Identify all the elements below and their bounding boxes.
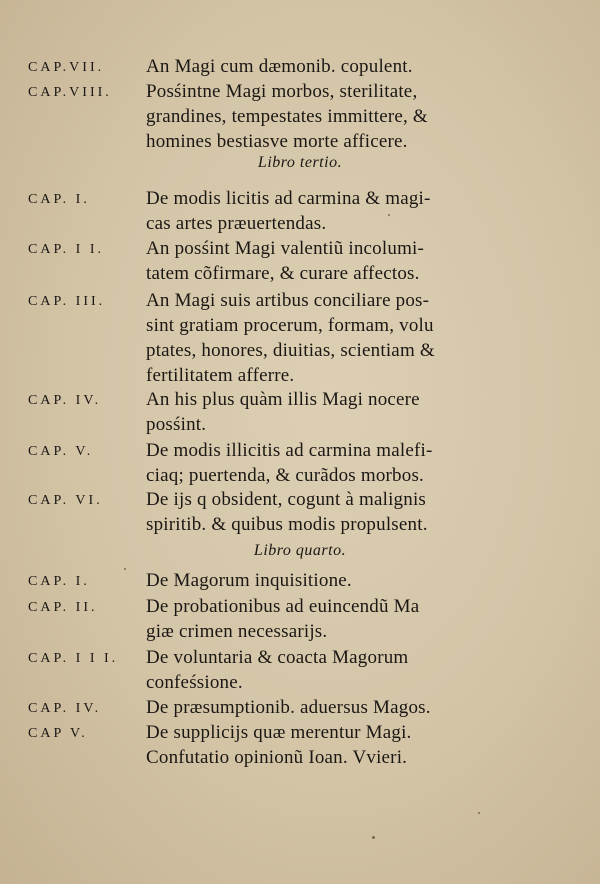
- chapter-number: CAP. IV.: [28, 393, 102, 408]
- chapter-title: An his plus quàm illis Magi nocere posśint.: [146, 389, 420, 435]
- chapter-number: CAP.VIII.: [28, 85, 112, 100]
- chapter-number: CAP. IV.: [28, 701, 102, 716]
- chapter-title: Posśintne Magi morbos, sterilitate, grandines, tempestates immittere, & homines bestiasve morte afficere.: [146, 81, 428, 152]
- chapter-title: De supplicijs quæ merentur Magi. Confutatio opinionũ Ioan. Vvieri.: [146, 722, 412, 768]
- paper-speck: [388, 214, 390, 216]
- chapter-number: CAP. I.: [28, 574, 90, 589]
- paper-speck: [478, 812, 480, 814]
- chapter-title: De modis illicitis ad carmina malefi- ciaq; puertenda, & curãdos morbos.: [146, 440, 433, 486]
- chapter-number: CAP V.: [28, 726, 88, 741]
- chapter-number: CAP. I I.: [28, 242, 105, 257]
- chapter-title: De modis licitis ad carmina & magi- cas artes præuertendas.: [146, 188, 431, 234]
- chapter-number: CAP. I.: [28, 192, 90, 207]
- chapter-title: An Magi suis artibus conciliare pos- sint gratiam procerum, formam, volu ptates, honores, diuitias, scientiam & fertilitatem afferre.: [146, 290, 435, 386]
- chapter-title: De voluntaria & coacta Magorum confeśsione.: [146, 647, 409, 693]
- chapter-title: An Magi cum dæmonib. copulent.: [146, 56, 413, 77]
- chapter-number: CAP. II.: [28, 600, 98, 615]
- chapter-number: CAP. VI.: [28, 493, 103, 508]
- paper-speck: [124, 568, 126, 570]
- chapter-number: CAP. V.: [28, 444, 94, 459]
- chapter-title: De ijs q obsident, cogunt à malignis spiritib. & quibus modis propulsent.: [146, 489, 428, 535]
- section-heading-book-four: Libro quarto.: [253, 542, 347, 559]
- paper-speck: [372, 836, 375, 839]
- chapter-number: CAP. III.: [28, 294, 106, 309]
- section-heading-book-three: Libro tertio.: [257, 154, 343, 171]
- chapter-title: De præsumptionib. aduersus Magos.: [146, 697, 431, 718]
- chapter-title: An posśint Magi valentiũ incolumi- tatem cõfirmare, & curare affectos.: [146, 238, 425, 284]
- chapter-number: CAP. I I I.: [28, 651, 119, 666]
- chapter-number: CAP.VII.: [28, 60, 105, 75]
- chapter-title: De probationibus ad euincendũ Ma giæ crimen necessarijs.: [146, 596, 420, 642]
- chapter-title: De Magorum inquisitione.: [146, 570, 352, 591]
